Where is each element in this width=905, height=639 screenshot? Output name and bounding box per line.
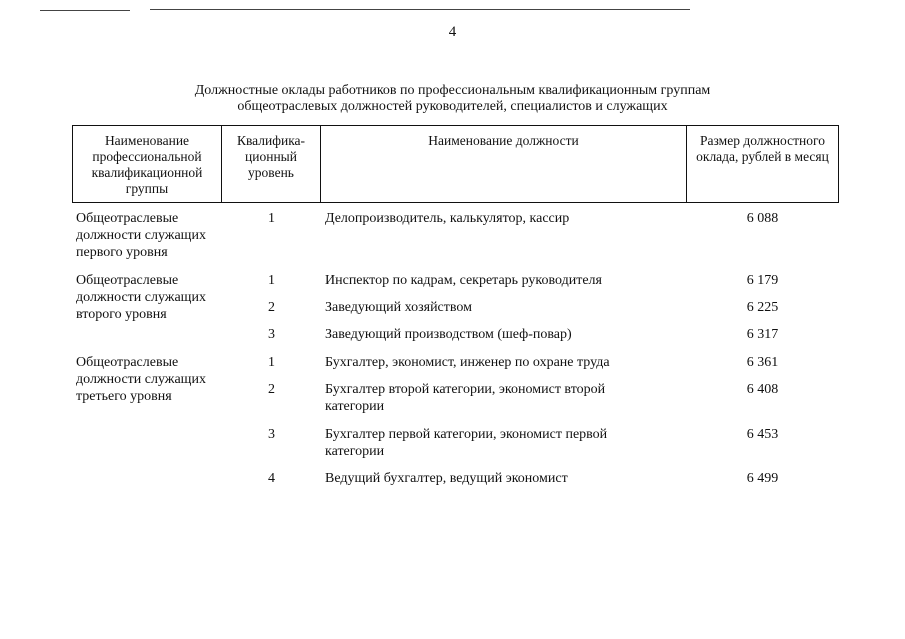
- salary-value: 6 317: [746, 327, 779, 342]
- position-name: Бухгалтер второй категории, экономист второй категории: [325, 382, 606, 414]
- page-number: 4: [448, 24, 457, 40]
- position-name: Бухгалтер первой категории, экономист первой категории: [325, 427, 608, 459]
- group-name: Общеотраслевые должности служащих второго уровня: [76, 273, 206, 322]
- position-name: Заведующий хозяйством: [325, 300, 472, 315]
- qualification-level: 1: [268, 211, 275, 226]
- salary-value: 6 453: [746, 427, 779, 442]
- salary-value: 6 499: [746, 471, 779, 486]
- position-name: Бухгалтер, экономист, инженер по охране труда: [325, 355, 610, 370]
- title-line-1: Должностные оклады работников по профессиональным квалификационным группам: [194, 83, 711, 98]
- qualification-level: 4: [268, 471, 275, 486]
- header-level: Квалифика-ционный уровень: [222, 126, 321, 202]
- scan-edge-line: [150, 9, 690, 10]
- group-name: Общеотраслевые должности служащих первого уровня: [76, 211, 206, 260]
- qualification-level: 3: [268, 427, 275, 442]
- document-title: [0, 83, 905, 115]
- position-name: Делопроизводитель, калькулятор, кассир: [325, 211, 570, 226]
- position-name: Ведущий бухгалтер, ведущий экономист: [325, 471, 568, 486]
- header-salary: Размер должностного оклада, рублей в месяц: [696, 133, 829, 164]
- table-header: [72, 125, 839, 203]
- salary-value: 6 088: [746, 211, 779, 226]
- qualification-level: 1: [268, 355, 275, 370]
- qualification-level: 2: [268, 382, 275, 397]
- header-group: Наименование профессиональной квалификационной группы: [73, 126, 222, 202]
- scan-edge-line: [40, 10, 130, 11]
- salary-value: 6 361: [746, 355, 779, 370]
- header-position: Наименование должности: [321, 126, 687, 202]
- position-name: Инспектор по кадрам, секретарь руководителя: [325, 273, 602, 288]
- qualification-level: 3: [268, 327, 275, 342]
- salary-value: 6 179: [746, 273, 779, 288]
- qualification-level: 2: [268, 300, 275, 315]
- title-line-2: общеотраслевых должностей руководителей, специалистов и служащих: [237, 99, 668, 114]
- group-name: Общеотраслевые должности служащих третьего уровня: [76, 355, 206, 404]
- position-name: Заведующий производством (шеф-повар): [325, 327, 572, 342]
- salary-value: 6 408: [746, 382, 779, 397]
- salary-value: 6 225: [746, 300, 779, 315]
- qualification-level: 1: [268, 273, 275, 288]
